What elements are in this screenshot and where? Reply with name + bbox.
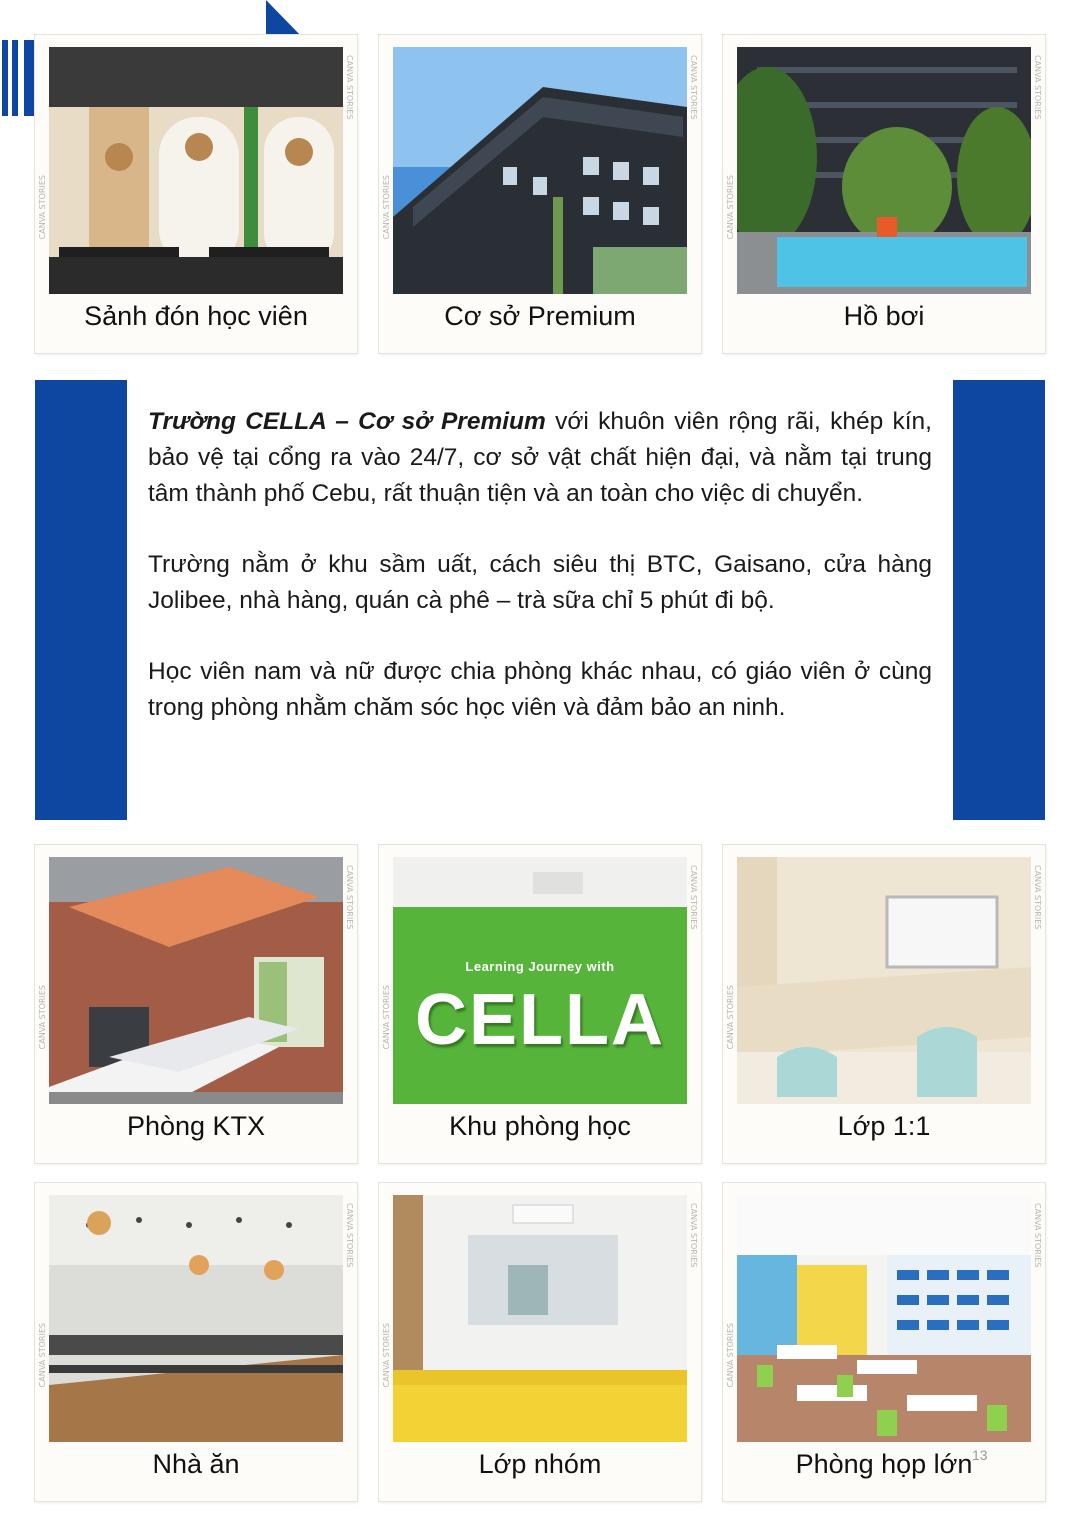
card-caption: Cơ sở Premium <box>444 301 636 331</box>
card-edge-text: CANVA STORIES <box>689 1203 698 1268</box>
card-edge-text: CANVA STORIES <box>689 55 698 120</box>
banner-stripes <box>0 40 24 116</box>
cella-sign-logo: CELLA <box>415 980 665 1060</box>
card-caption: Khu phòng học <box>449 1111 631 1141</box>
description-paragraph-1 <box>148 404 932 512</box>
canteen-photo <box>49 1195 343 1442</box>
description-paragraph-3: Học viên nam và nữ được chia phòng khác nhau, có giáo viên ở cùng trong phòng nhằm chăm sóc học viên và đảm bảo an ninh. <box>148 658 932 721</box>
photo-card-dormitory <box>35 845 357 1163</box>
card-caption: Sảnh đón học viên <box>84 301 308 331</box>
page-number: 13 <box>972 1447 988 1463</box>
card-edge-text: CANVA STORIES <box>345 55 354 120</box>
card-caption: Hồ bơi <box>843 301 925 331</box>
card-edge-text: CANVA STORIES <box>38 175 47 240</box>
photo-card-one-on-one-class <box>723 845 1045 1163</box>
card-caption: Lớp 1:1 <box>837 1111 931 1141</box>
card-edge-text: CANVA STORIES <box>726 1323 735 1388</box>
photo-card-group-class <box>379 1183 701 1501</box>
dormitory-photo <box>49 857 343 1104</box>
sign-small-text: Learning Journey with <box>465 959 615 974</box>
photo-card-classroom-area <box>379 845 701 1163</box>
card-edge-text: CANVA STORIES <box>726 175 735 240</box>
card-caption: Phòng KTX <box>126 1111 266 1141</box>
left-accent-bar <box>35 380 127 820</box>
card-edge-text: CANVA STORIES <box>726 985 735 1050</box>
description-paragraph-2: Trường nằm ở khu sầm uất, cách siêu thị BTC, Gaisano, cửa hàng Jolibee, nhà hàng, quán cà phê – trà sữa chỉ 5 phút đi bộ. <box>148 551 932 614</box>
pool-photo <box>737 47 1031 294</box>
photo-card-premium-campus <box>379 35 701 353</box>
photo-card-lobby <box>35 35 357 353</box>
card-caption: Nhà ăn <box>152 1449 240 1479</box>
classroom-area-photo <box>393 857 687 1104</box>
card-caption: Phòng họp lớn <box>795 1449 973 1479</box>
campus-description: với khuôn viên rộng rãi, khép kín, bảo vệ tại cổng ra vào 24/7, cơ sở vật chất hiện đại, và nằm tại trung tâm thành phố Cebu, rất thuận tiện và an toàn cho việc di chuyển. <box>148 408 932 507</box>
campus-name: Trường CELLA – Cơ sở Premium <box>148 408 546 435</box>
description-text <box>148 404 932 761</box>
card-edge-text: CANVA STORIES <box>382 1323 391 1388</box>
card-edge-text: CANVA STORIES <box>38 985 47 1050</box>
card-edge-text: CANVA STORIES <box>689 865 698 930</box>
premium-campus-photo <box>393 47 687 294</box>
card-edge-text: CANVA STORIES <box>345 865 354 930</box>
card-caption: Lớp nhóm <box>478 1449 602 1479</box>
right-accent-bar <box>953 380 1045 820</box>
photo-card-canteen <box>35 1183 357 1501</box>
card-edge-text: CANVA STORIES <box>382 175 391 240</box>
card-edge-text: CANVA STORIES <box>382 985 391 1050</box>
conference-room-photo <box>737 1195 1031 1442</box>
card-edge-text: CANVA STORIES <box>1033 865 1042 930</box>
photo-card-pool <box>723 35 1045 353</box>
card-edge-text: CANVA STORIES <box>345 1203 354 1268</box>
lobby-photo <box>49 47 343 294</box>
card-edge-text: CANVA STORIES <box>1033 55 1042 120</box>
card-edge-text: CANVA STORIES <box>38 1323 47 1388</box>
card-edge-text: CANVA STORIES <box>1033 1203 1042 1268</box>
one-on-one-class-photo <box>737 857 1031 1104</box>
group-class-photo <box>393 1195 687 1442</box>
photo-card-conference-room <box>723 1183 1045 1501</box>
